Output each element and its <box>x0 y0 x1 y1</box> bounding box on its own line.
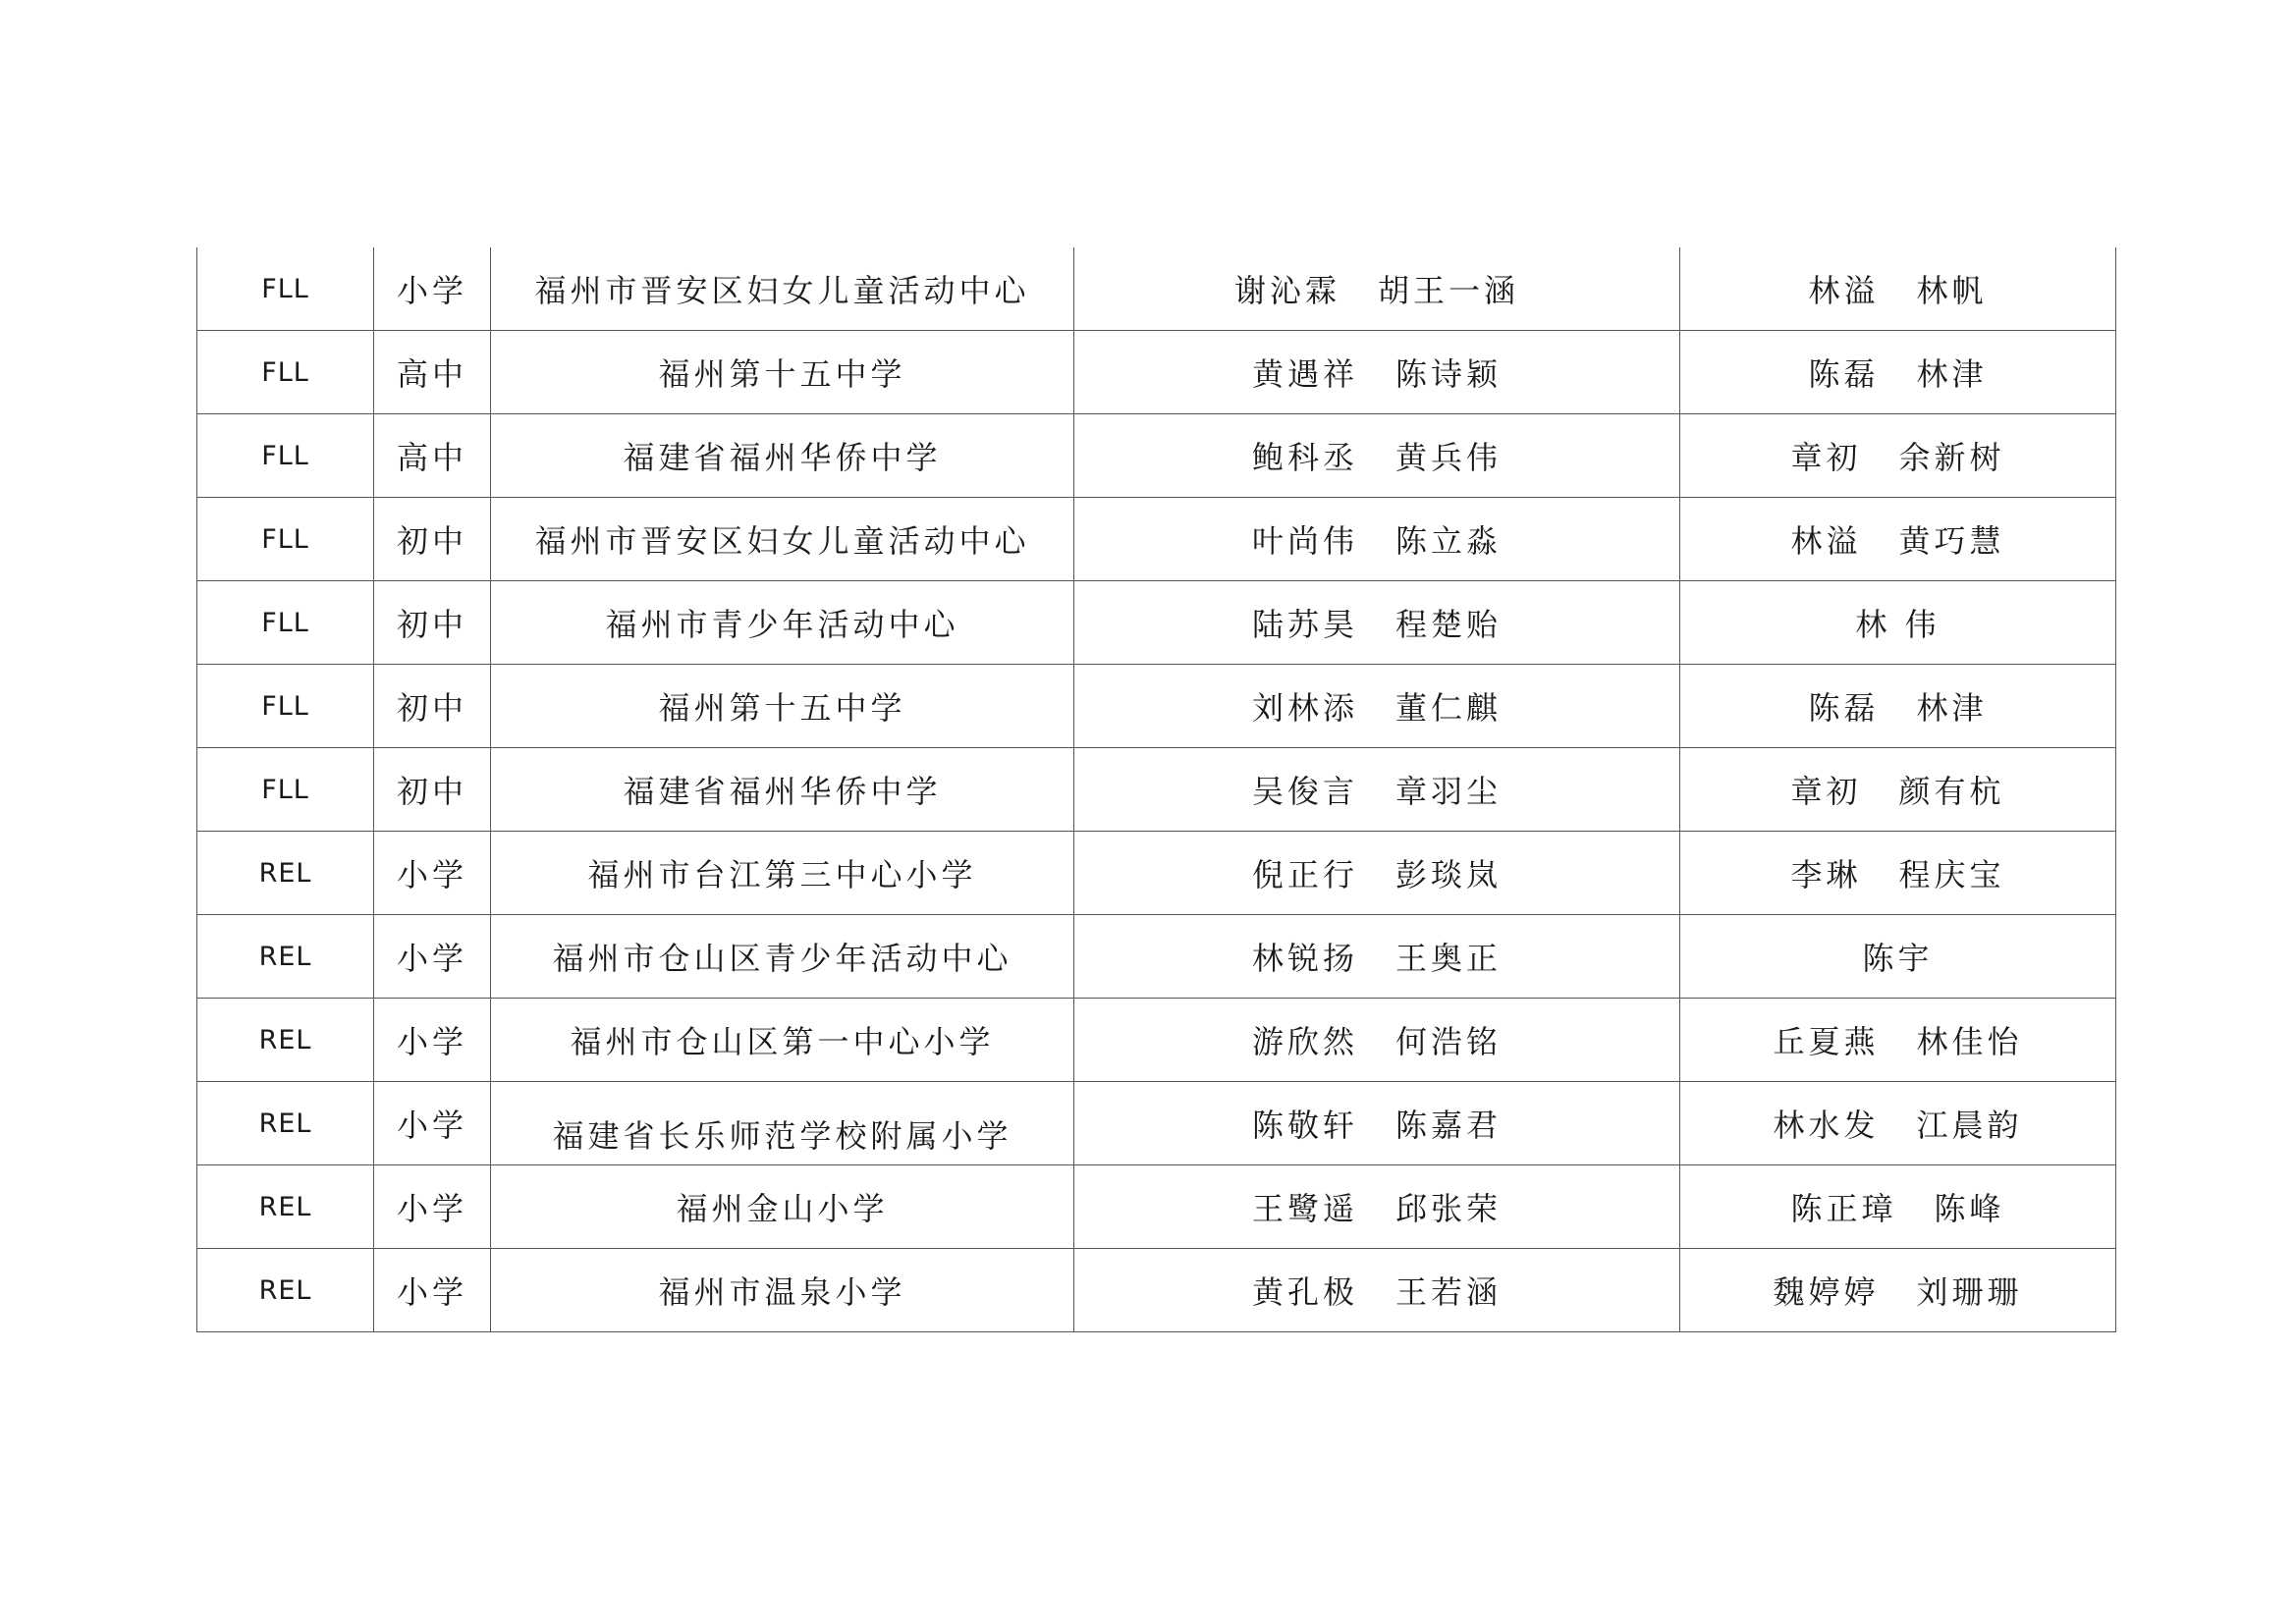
table-row <box>197 498 2116 581</box>
school-cell: 福州市晋安区妇女儿童活动中心 <box>491 247 1074 331</box>
table-row <box>197 1249 2116 1332</box>
school-cell: 福建省长乐师范学校附属小学 <box>491 1082 1074 1165</box>
program-cell: REL <box>197 1165 374 1249</box>
school-cell: 福州市晋安区妇女儿童活动中心 <box>491 498 1074 581</box>
level-cell: 小学 <box>374 832 491 915</box>
student-name: 王鹭遥 <box>1251 1190 1358 1227</box>
students-cell <box>1074 1249 1680 1332</box>
school-cell: 福州市仓山区第一中心小学 <box>491 999 1074 1082</box>
student-name: 吴俊言 <box>1251 773 1358 810</box>
coaches-cell <box>1680 1249 2116 1332</box>
program-cell: REL <box>197 999 374 1082</box>
coach-name: 丘夏燕 <box>1773 1023 1880 1060</box>
coach-name: 程庆宝 <box>1898 856 2005 893</box>
student-name: 倪正行 <box>1251 856 1358 893</box>
student-name: 叶尚伟 <box>1251 522 1358 560</box>
level-cell: 初中 <box>374 665 491 748</box>
level-cell: 小学 <box>374 1165 491 1249</box>
students-cell <box>1074 331 1680 414</box>
school-cell: 福建省福州华侨中学 <box>491 748 1074 832</box>
student-name: 彭琰岚 <box>1395 856 1503 893</box>
school-cell: 福州市温泉小学 <box>491 1249 1074 1332</box>
coach-name: 林 伟 <box>1855 606 1941 643</box>
coach-name: 林溢 <box>1808 272 1880 309</box>
students-cell <box>1074 999 1680 1082</box>
coach-name: 林水发 <box>1773 1107 1880 1144</box>
table-body <box>197 247 2116 1332</box>
student-name: 何浩铭 <box>1395 1023 1503 1060</box>
student-name: 陈诗颖 <box>1395 355 1503 393</box>
level-cell: 小学 <box>374 999 491 1082</box>
level-cell: 高中 <box>374 414 491 498</box>
coach-name: 李琳 <box>1790 856 1862 893</box>
student-name: 程楚贻 <box>1395 606 1503 643</box>
coach-name: 章初 <box>1790 439 1862 476</box>
table-row <box>197 665 2116 748</box>
program-cell: FLL <box>197 581 374 665</box>
coaches-cell <box>1680 665 2116 748</box>
school-cell: 福州第十五中学 <box>491 665 1074 748</box>
coaches-cell <box>1680 1082 2116 1165</box>
students-cell <box>1074 498 1680 581</box>
student-name: 谢沁霖 <box>1233 272 1340 309</box>
program-cell: FLL <box>197 414 374 498</box>
table-row <box>197 247 2116 331</box>
student-name: 胡王一涵 <box>1378 272 1520 309</box>
student-name: 林锐扬 <box>1251 940 1358 977</box>
student-name: 刘林添 <box>1251 689 1358 727</box>
table-row <box>197 581 2116 665</box>
school-cell: 福州市青少年活动中心 <box>491 581 1074 665</box>
coach-name: 刘珊珊 <box>1916 1273 2023 1311</box>
student-name: 鲍科丞 <box>1251 439 1358 476</box>
coaches-cell <box>1680 748 2116 832</box>
program-cell: FLL <box>197 331 374 414</box>
students-cell <box>1074 748 1680 832</box>
student-name: 游欣然 <box>1251 1023 1358 1060</box>
coach-name: 陈磊 <box>1808 689 1880 727</box>
coaches-cell <box>1680 999 2116 1082</box>
program-cell: FLL <box>197 498 374 581</box>
level-cell: 小学 <box>374 247 491 331</box>
level-cell: 初中 <box>374 581 491 665</box>
coach-name: 陈峰 <box>1934 1190 2005 1227</box>
table-row <box>197 331 2116 414</box>
students-cell <box>1074 414 1680 498</box>
table-row <box>197 1165 2116 1249</box>
student-name: 王若涵 <box>1395 1273 1503 1311</box>
student-name: 陆苏昊 <box>1251 606 1358 643</box>
students-cell <box>1074 1082 1680 1165</box>
coaches-cell <box>1680 247 2116 331</box>
coach-name: 颜有杭 <box>1898 773 2005 810</box>
award-list-table <box>196 247 2116 1332</box>
table-row <box>197 832 2116 915</box>
level-cell: 初中 <box>374 748 491 832</box>
coach-name: 余新树 <box>1898 439 2005 476</box>
student-name: 陈立淼 <box>1395 522 1503 560</box>
coaches-cell <box>1680 331 2116 414</box>
program-cell: REL <box>197 832 374 915</box>
students-cell <box>1074 665 1680 748</box>
students-cell <box>1074 247 1680 331</box>
school-cell: 福州第十五中学 <box>491 331 1074 414</box>
coaches-cell <box>1680 414 2116 498</box>
program-cell: REL <box>197 1082 374 1165</box>
student-name: 邱张荣 <box>1395 1190 1503 1227</box>
coach-name: 魏婷婷 <box>1773 1273 1880 1311</box>
table-row <box>197 915 2116 999</box>
coach-name: 林帆 <box>1916 272 1988 309</box>
coach-name: 林溢 <box>1790 522 1862 560</box>
student-name: 陈敬轩 <box>1251 1107 1358 1144</box>
level-cell: 高中 <box>374 331 491 414</box>
school-cell: 福州金山小学 <box>491 1165 1074 1249</box>
school-cell: 福建省福州华侨中学 <box>491 414 1074 498</box>
student-name: 董仁麒 <box>1395 689 1503 727</box>
student-name: 章羽尘 <box>1395 773 1503 810</box>
student-name: 黄遇祥 <box>1251 355 1358 393</box>
coach-name: 章初 <box>1790 773 1862 810</box>
student-name: 王奥正 <box>1395 940 1503 977</box>
coach-name: 陈磊 <box>1808 355 1880 393</box>
table-row <box>197 414 2116 498</box>
coach-name: 江晨韵 <box>1916 1107 2023 1144</box>
coach-name: 黄巧慧 <box>1898 522 2005 560</box>
coaches-cell <box>1680 915 2116 999</box>
coach-name: 林津 <box>1916 689 1988 727</box>
table-row <box>197 999 2116 1082</box>
student-name: 陈嘉君 <box>1395 1107 1503 1144</box>
coaches-cell <box>1680 832 2116 915</box>
coaches-cell <box>1680 581 2116 665</box>
table-row <box>197 1082 2116 1165</box>
student-name: 黄兵伟 <box>1395 439 1503 476</box>
school-cell: 福州市台江第三中心小学 <box>491 832 1074 915</box>
program-cell: REL <box>197 915 374 999</box>
table-row <box>197 748 2116 832</box>
program-cell: FLL <box>197 748 374 832</box>
coaches-cell <box>1680 498 2116 581</box>
coach-name: 林佳怡 <box>1916 1023 2023 1060</box>
students-cell <box>1074 832 1680 915</box>
level-cell: 小学 <box>374 1082 491 1165</box>
level-cell: 初中 <box>374 498 491 581</box>
program-cell: FLL <box>197 665 374 748</box>
students-cell <box>1074 1165 1680 1249</box>
coach-name: 陈正璋 <box>1790 1190 1897 1227</box>
coach-name: 林津 <box>1916 355 1988 393</box>
students-cell <box>1074 915 1680 999</box>
coaches-cell <box>1680 1165 2116 1249</box>
program-cell: REL <box>197 1249 374 1332</box>
student-name: 黄孔极 <box>1251 1273 1358 1311</box>
level-cell: 小学 <box>374 915 491 999</box>
program-cell: FLL <box>197 247 374 331</box>
school-cell: 福州市仓山区青少年活动中心 <box>491 915 1074 999</box>
students-cell <box>1074 581 1680 665</box>
coach-name: 陈宇 <box>1862 940 1934 977</box>
level-cell: 小学 <box>374 1249 491 1332</box>
